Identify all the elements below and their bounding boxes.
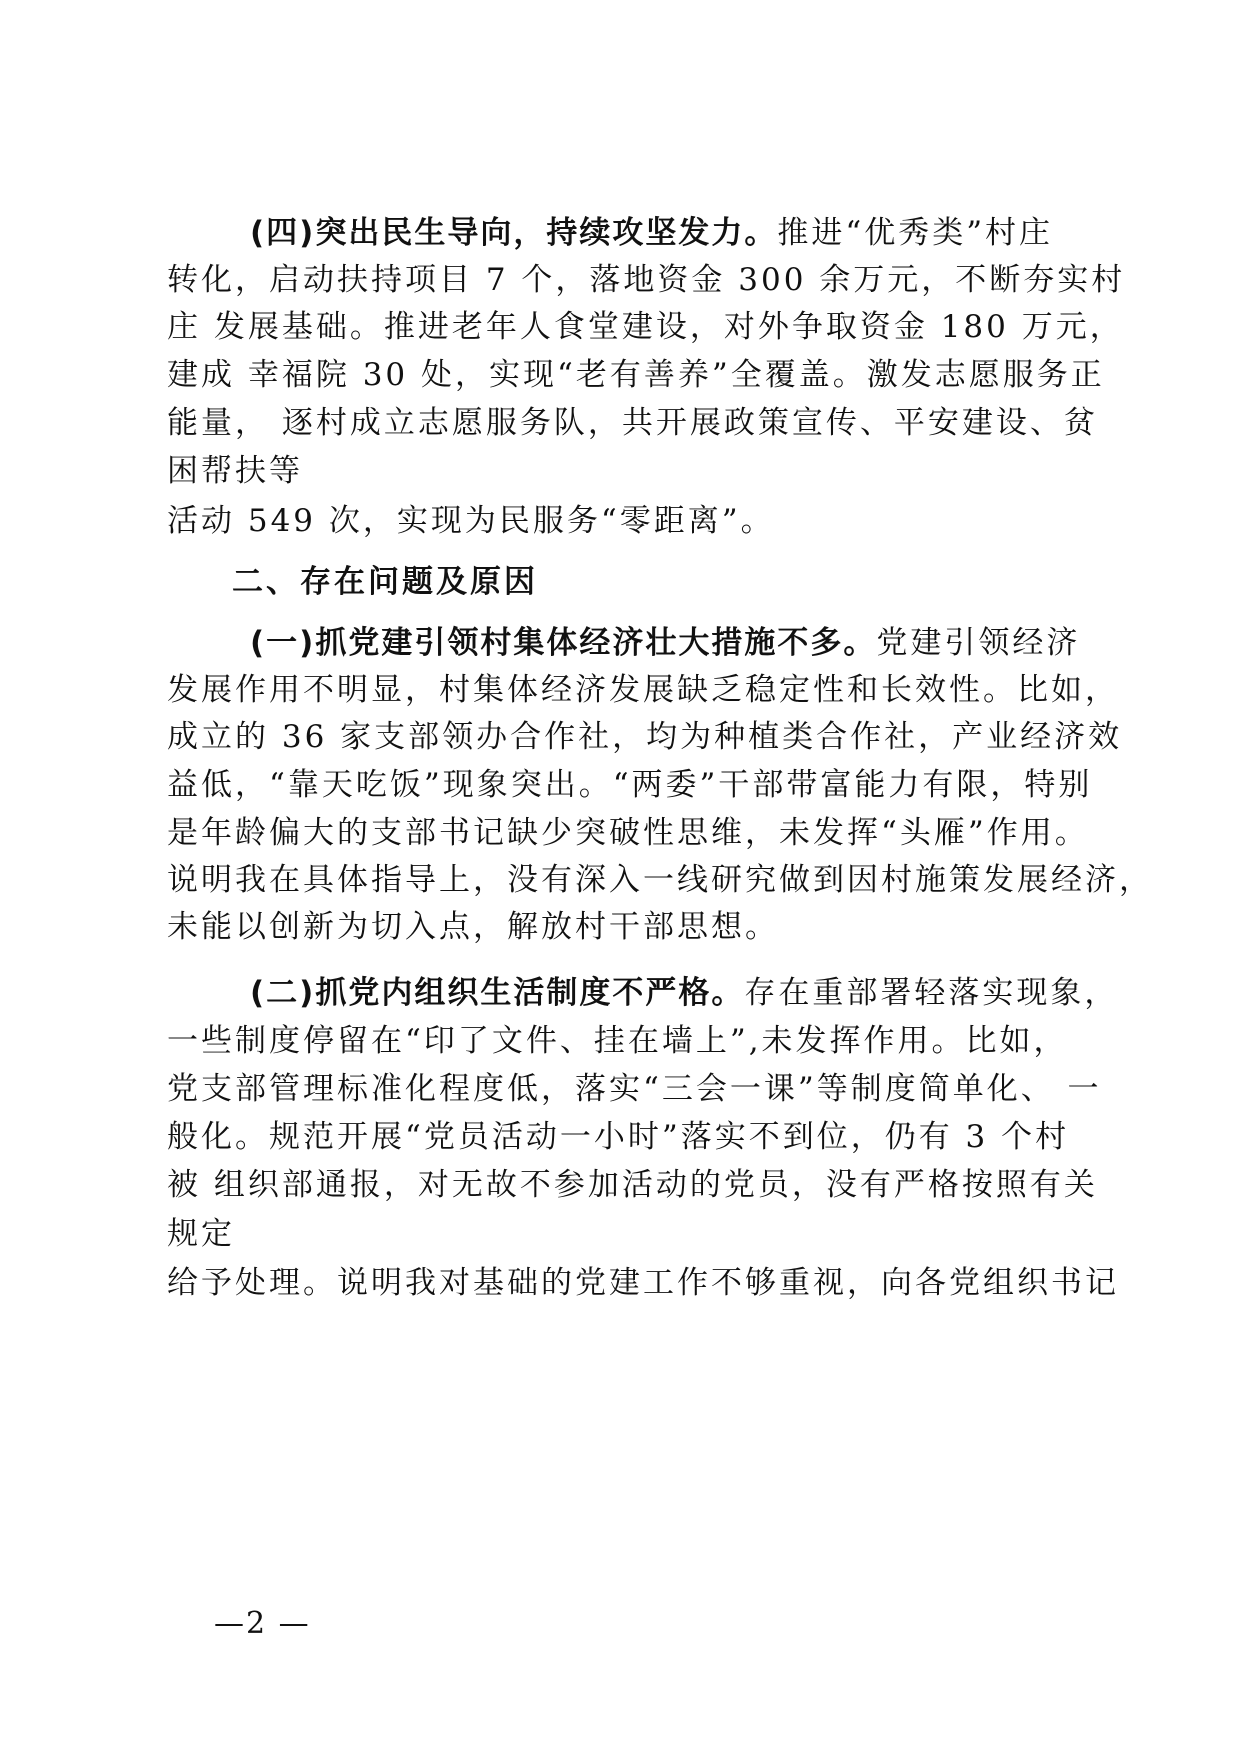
section-four-text: 推进“优秀类”村庄 bbox=[777, 215, 1054, 251]
problem-one-heading: (一)抓党建引领村集体经济壮大措施不多。 bbox=[250, 625, 877, 661]
body-line: 一些制度停留在“印了文件、挂在墙上”,未发挥作用。比如， bbox=[167, 1023, 1068, 1059]
body-line: 说明我在具体指导上，没有深入一线研究做到因村施策发展经济， bbox=[167, 862, 1153, 898]
problem-two-text: 存在重部署轻落实现象， bbox=[744, 975, 1119, 1011]
problem-two-heading: (二)抓党内组织生活制度不严格。 bbox=[250, 975, 745, 1011]
body-line: 建成 幸福院 30 处，实现“老有善养”全覆盖。激发志愿服务正 bbox=[167, 357, 1105, 393]
body-line: 给予处理。说明我对基础的党建工作不够重视，向各党组织书记 bbox=[167, 1265, 1119, 1301]
problem-one-line-1 bbox=[250, 623, 1080, 663]
body-line: 般化。规范开展“党员活动一小时”落实不到位，仍有 3 个村 bbox=[167, 1119, 1070, 1155]
section-four-heading: (四)突出民生导向，持续攻坚发力。 bbox=[250, 215, 778, 251]
body-line: 困帮扶等 bbox=[167, 453, 303, 489]
part-two-title: 二、存在问题及原因 bbox=[232, 564, 538, 600]
body-line: 党支部管理标准化程度低，落实“三会一课”等制度简单化、 一 bbox=[167, 1071, 1102, 1107]
problem-one-text: 党建引领经济 bbox=[876, 625, 1081, 661]
body-line: 益低，“靠天吃饭”现象突出。“两委”干部带富能力有限，特别 bbox=[167, 767, 1093, 803]
problem-two-line-1 bbox=[250, 973, 1118, 1013]
body-line: 是年龄偏大的支部书记缺少突破性思维，未发挥“头雁”作用。 bbox=[167, 815, 1089, 851]
body-line: 发展作用不明显，村集体经济发展缺乏稳定性和长效性。比如， bbox=[167, 672, 1119, 708]
body-line: 转化，启动扶持项目 7 个，落地资金 300 余万元，不断夯实村 bbox=[167, 262, 1126, 298]
body-line: 成立的 36 家支部领办合作社，均为种植类合作社，产业经济效 bbox=[167, 719, 1123, 755]
body-line: 被 组织部通报，对无故不参加活动的党员，没有严格按照有关 bbox=[167, 1167, 1098, 1203]
section-four-line-1 bbox=[250, 213, 1053, 253]
body-line: 能量， 逐村成立志愿服务队，共开展政策宣传、平安建设、贫 bbox=[167, 405, 1098, 441]
body-line: 规定 bbox=[167, 1216, 235, 1252]
body-line: 庄 发展基础。推进老年人食堂建设，对外争取资金 180 万元， bbox=[167, 309, 1124, 345]
body-line: 未能以创新为切入点，解放村干部思想。 bbox=[167, 909, 779, 945]
body-line: 活动 549 次，实现为民服务“零距离”。 bbox=[167, 503, 775, 539]
page-number: —2 — bbox=[214, 1606, 311, 1641]
